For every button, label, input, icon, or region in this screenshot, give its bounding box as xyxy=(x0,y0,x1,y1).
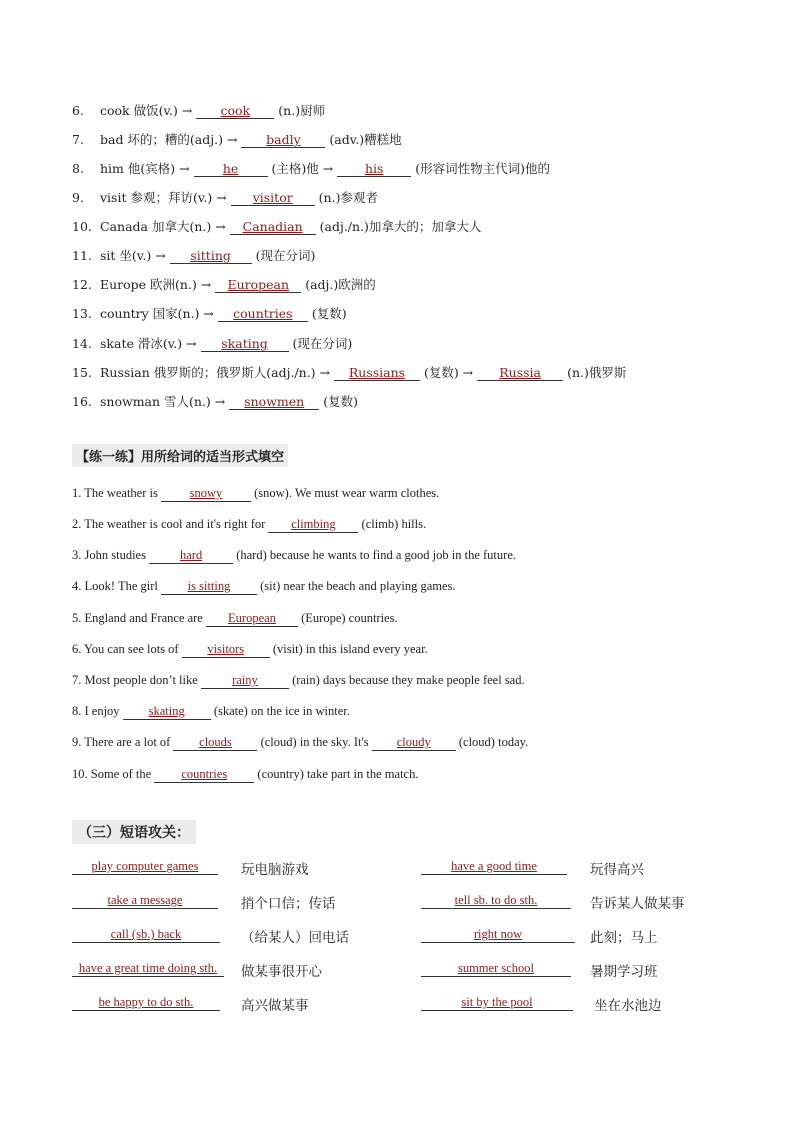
vocab-item xyxy=(72,336,352,352)
exercise-prompt: 2. The weather is cool and it's right for xyxy=(72,517,269,531)
answer-blank[interactable]: badly xyxy=(241,132,325,148)
item-suffix: (n.)参观者 xyxy=(314,190,378,205)
exercise-suffix: (hard) because he wants to find a good job in the future. xyxy=(233,548,516,562)
phrase-meaning: 坐在水池边 xyxy=(594,998,662,1014)
exercise-item xyxy=(72,516,426,533)
answer-blank[interactable]: snowmen xyxy=(229,394,319,410)
exercise-suffix: (visit) in this island every year. xyxy=(269,642,428,656)
phrase-answer[interactable]: be happy to do sth. xyxy=(72,995,220,1011)
phrase-answer[interactable]: right now xyxy=(421,927,575,943)
exercise-suffix: (sit) near the beach and playing games. xyxy=(257,579,456,593)
phrase-answer[interactable]: tell sb. to do sth. xyxy=(421,893,571,909)
item-suffix: (adj./n.)加拿大的；加拿大人 xyxy=(315,219,482,234)
item-prompt: snowman 雪人(n.) → xyxy=(100,394,230,409)
item-suffix: (adv.)糟糕地 xyxy=(325,132,402,147)
exercise-suffix: (rain) days because they make people feel sad. xyxy=(288,673,525,687)
answer-blank[interactable]: cook xyxy=(196,103,274,119)
phrase-meaning: 暑期学习班 xyxy=(590,964,658,980)
exercise-prompt: 6. You can see lots of xyxy=(72,642,182,656)
phrase-answer[interactable]: take a message xyxy=(72,893,218,909)
vocab-item xyxy=(72,306,347,322)
phrase-answer[interactable]: call (sb.) back xyxy=(72,927,220,943)
answer-blank-2[interactable]: his xyxy=(337,161,411,177)
phrase-meaning: 玩得高兴 xyxy=(590,862,644,878)
item-middle: (复数) → xyxy=(419,365,478,380)
phrase-meaning: 告诉某人做某事 xyxy=(590,896,685,912)
answer-blank[interactable]: climbing xyxy=(268,517,358,533)
vocab-item xyxy=(72,132,402,148)
exercise-suffix: (Europe) countries. xyxy=(297,611,398,625)
item-suffix: (复数) xyxy=(319,394,358,409)
item-suffix: (n.)厨师 xyxy=(274,103,326,118)
answer-blank[interactable]: Russians xyxy=(334,365,420,381)
answer-blank[interactable]: skating xyxy=(201,336,289,352)
phrase-meaning: 高兴做某事 xyxy=(241,998,309,1014)
exercise-item xyxy=(72,610,398,627)
answer-blank[interactable]: countries xyxy=(218,306,308,322)
practice-title: 【练一练】用所给词的适当形式填空 xyxy=(72,444,288,467)
exercise-prompt: 5. England and France are xyxy=(72,611,206,625)
phrase-left xyxy=(72,994,220,1011)
answer-blank[interactable]: rainy xyxy=(201,673,289,689)
item-prompt: sit 坐(v.) → xyxy=(100,248,170,263)
item-suffix: (形容词性物主代词)他的 xyxy=(411,161,550,176)
answer-blank-2[interactable]: cloudy xyxy=(372,735,456,751)
answer-blank[interactable]: Canadian xyxy=(230,219,316,235)
item-prompt: cook 做饭(v.) → xyxy=(100,103,197,118)
answer-blank[interactable]: snowy xyxy=(161,486,251,502)
item-prompt: bad 坏的；糟的(adj.) → xyxy=(100,132,242,147)
exercise-suffix: (climb) hills. xyxy=(358,517,427,531)
phrase-left xyxy=(72,926,220,943)
vocab-item xyxy=(72,103,325,119)
vocab-item xyxy=(72,219,481,235)
vocab-item xyxy=(72,161,550,177)
exercise-suffix: (snow). We must wear warm clothes. xyxy=(250,486,440,500)
phrase-right xyxy=(421,892,571,909)
exercise-suffix: (country) take part in the match. xyxy=(254,767,419,781)
item-number: 10. xyxy=(72,219,92,234)
item-suffix: (复数) xyxy=(307,306,347,321)
exercise-prompt: 7. Most people don’t like xyxy=(72,673,201,687)
phrase-left xyxy=(72,960,224,977)
item-suffix: (n.)俄罗斯 xyxy=(563,365,627,380)
exercise-item xyxy=(72,766,418,783)
answer-blank-2[interactable]: Russia xyxy=(477,365,563,381)
phrase-left xyxy=(72,892,218,909)
exercise-suffix-2: (cloud) today. xyxy=(455,735,529,749)
vocab-item xyxy=(72,394,358,410)
item-number: 11. xyxy=(72,248,92,263)
phrase-meaning: （给某人）回电话 xyxy=(241,930,349,946)
item-number: 13. xyxy=(72,306,92,321)
phrase-answer[interactable]: sit by the pool xyxy=(421,995,573,1011)
item-number: 9. xyxy=(72,190,84,205)
item-suffix: (现在分词) xyxy=(288,336,353,351)
exercise-item xyxy=(72,734,528,751)
item-number: 7. xyxy=(72,132,84,147)
phrase-meaning: 捎个口信；传话 xyxy=(241,896,336,912)
exercise-item xyxy=(72,578,456,595)
exercise-prompt: 1. The weather is xyxy=(72,486,161,500)
answer-blank[interactable]: he xyxy=(194,161,268,177)
item-prompt: Russian 俄罗斯的；俄罗斯人(adj./n.) → xyxy=(100,365,334,380)
vocab-item xyxy=(72,365,626,381)
item-suffix: (adj.)欧洲的 xyxy=(301,277,376,292)
exercise-prompt: 8. I enjoy xyxy=(72,704,123,718)
item-prompt: visit 参观；拜访(v.) → xyxy=(100,190,231,205)
item-prompt: skate 滑冰(v.) → xyxy=(100,336,201,351)
vocab-item xyxy=(72,248,315,264)
item-number: 6. xyxy=(72,103,84,118)
item-middle: (主格)他 → xyxy=(267,161,338,176)
vocab-item xyxy=(72,277,376,293)
phrase-answer[interactable]: play computer games xyxy=(72,859,218,875)
exercise-prompt: 3. John studies xyxy=(72,548,150,562)
exercise-item xyxy=(72,547,516,564)
phrase-answer[interactable]: summer school xyxy=(421,961,571,977)
phrase-meaning: 玩电脑游戏 xyxy=(241,862,309,878)
answer-blank[interactable]: skating xyxy=(123,704,211,720)
phrase-right xyxy=(421,858,567,875)
phrase-right xyxy=(421,960,571,977)
exercise-item xyxy=(72,641,428,658)
phrase-answer[interactable]: have a great time doing sth. xyxy=(72,961,224,977)
item-prompt: Europe 欧洲(n.) → xyxy=(100,277,216,292)
vocab-item xyxy=(72,190,378,206)
exercise-suffix: (cloud) in the sky. It's xyxy=(257,735,372,749)
phrase-left xyxy=(72,858,218,875)
answer-blank[interactable]: visitors xyxy=(182,642,270,658)
answer-blank[interactable]: visitor xyxy=(231,190,315,206)
answer-blank[interactable]: European xyxy=(206,611,298,627)
item-prompt: him 他(宾格) → xyxy=(100,161,194,176)
item-prompt: Canada 加拿大(n.) → xyxy=(100,219,230,234)
exercise-item xyxy=(72,672,525,689)
phrase-answer[interactable]: have a good time xyxy=(421,859,567,875)
exercise-prompt: 9. There are a lot of xyxy=(72,735,174,749)
item-number: 8. xyxy=(72,161,84,176)
exercise-suffix: (skate) on the ice in winter. xyxy=(210,704,350,718)
exercise-prompt: 10. Some of the xyxy=(72,767,155,781)
item-number: 15. xyxy=(72,365,92,380)
exercise-item xyxy=(72,485,439,502)
exercise-item xyxy=(72,703,350,720)
phrase-meaning: 做某事很开心 xyxy=(241,964,322,980)
exercise-prompt: 4. Look! The girl xyxy=(72,579,161,593)
answer-blank[interactable]: hard xyxy=(149,548,233,564)
item-number: 12. xyxy=(72,277,92,292)
item-number: 16. xyxy=(72,394,92,409)
phrase-right xyxy=(421,994,573,1011)
item-suffix: (现在分词) xyxy=(251,248,316,263)
answer-blank[interactable]: countries xyxy=(154,767,254,783)
answer-blank[interactable]: European xyxy=(215,277,301,293)
answer-blank[interactable]: is sitting xyxy=(161,579,257,595)
item-prompt: country 国家(n.) → xyxy=(100,306,218,321)
phrases-title: （三）短语攻关： xyxy=(72,820,196,844)
phrase-meaning: 此刻；马上 xyxy=(590,930,658,946)
item-number: 14. xyxy=(72,336,92,351)
phrase-right xyxy=(421,926,575,943)
answer-blank[interactable]: sitting xyxy=(170,248,252,264)
answer-blank[interactable]: clouds xyxy=(173,735,257,751)
